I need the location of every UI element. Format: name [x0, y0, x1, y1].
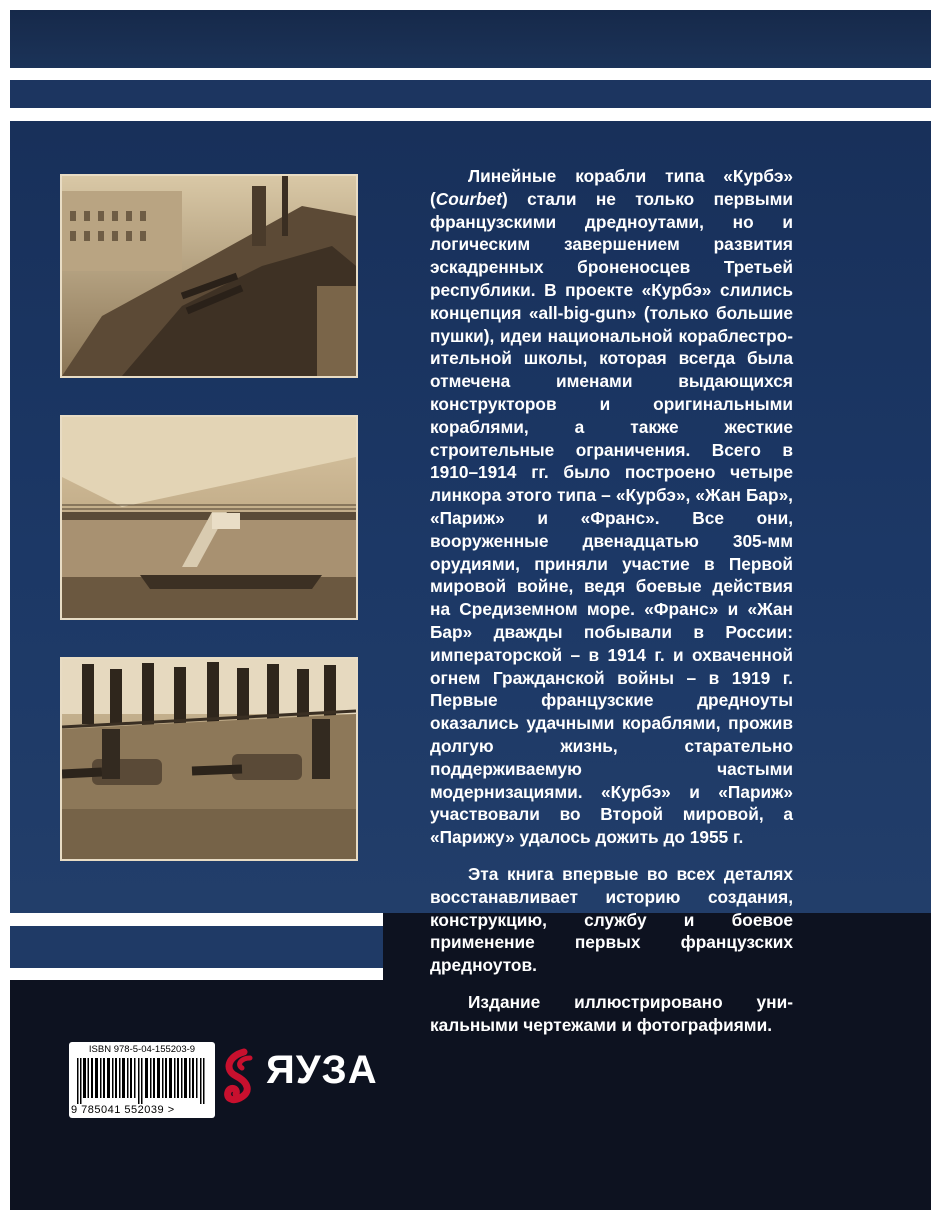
paragraph-3: Издание иллюстрировано уникальными чертежами и фотографиями. — [430, 991, 793, 1035]
publisher-logo-text: ЯУЗА — [266, 1048, 378, 1092]
paragraph-2: Эта книга впервые во всех деталях восстанавливает историю создания, конструкцию, службу и боевое применение первых французских дредноутов. — [430, 863, 793, 976]
description-text — [430, 165, 793, 1050]
courbet-italic: Courbet — [435, 188, 503, 209]
barcode-bars-icon — [77, 1058, 207, 1104]
isbn-digits: 9 785041 552039 > — [71, 1104, 175, 1116]
photo-sailors — [60, 657, 358, 861]
stripe-band — [10, 80, 931, 108]
isbn-barcode — [69, 1042, 215, 1118]
yauza-swirl-logo-icon — [222, 1048, 262, 1110]
paragraph-1: Линейные корабли типа «Курбэ» (Courbet) стали не только первыми французскими дредноутами, но и логическим завершением развития эскадренных броненосцев Третьей республики. В проекте «Курбэ» слились концепция «all-big-gun» (только большие пушки), идеи национальной кораблестроительной школы, которая всегда была отмечена именами выдающихся конструкторов и оригинальными кораблями, а также жесткие строительные ограничения. Всего в 1910–1914 гг. было построено четыре линкора этого типа – «Курбэ», «Жан Бар», «Париж» и «Франс». Все они, вооруженные двенадцатью 305-мм орудиями, приняли участие в Первой мировой войне, ведя боевые действия на Средиземном море. «Франс» и «Жан Бар» дважды побывали в России: императорской – в 1914 г. и охваченной огнем Гражданской войны – в 1919 г. Первые французские дредноуты оказались удачными кораблями, прожив долгую жизнь, старательно поддерживаемую частыми модернизациями. «Курбэ» и «Париж» участвовали во Второй мировой, а «Парижу» удалось дожить до 1955 г. — [430, 166, 793, 848]
sailors-on-deck-casemates-photo-icon — [62, 659, 356, 859]
photo-ship-boat — [60, 415, 358, 620]
top-navy-band — [10, 10, 931, 68]
battleship-side-with-boat-photo-icon — [62, 417, 356, 618]
photo-drydock — [60, 174, 358, 378]
battleship-drydock-photo-icon — [62, 176, 356, 376]
isbn-label: ISBN 978-5-04-155203-9 — [88, 1044, 196, 1055]
